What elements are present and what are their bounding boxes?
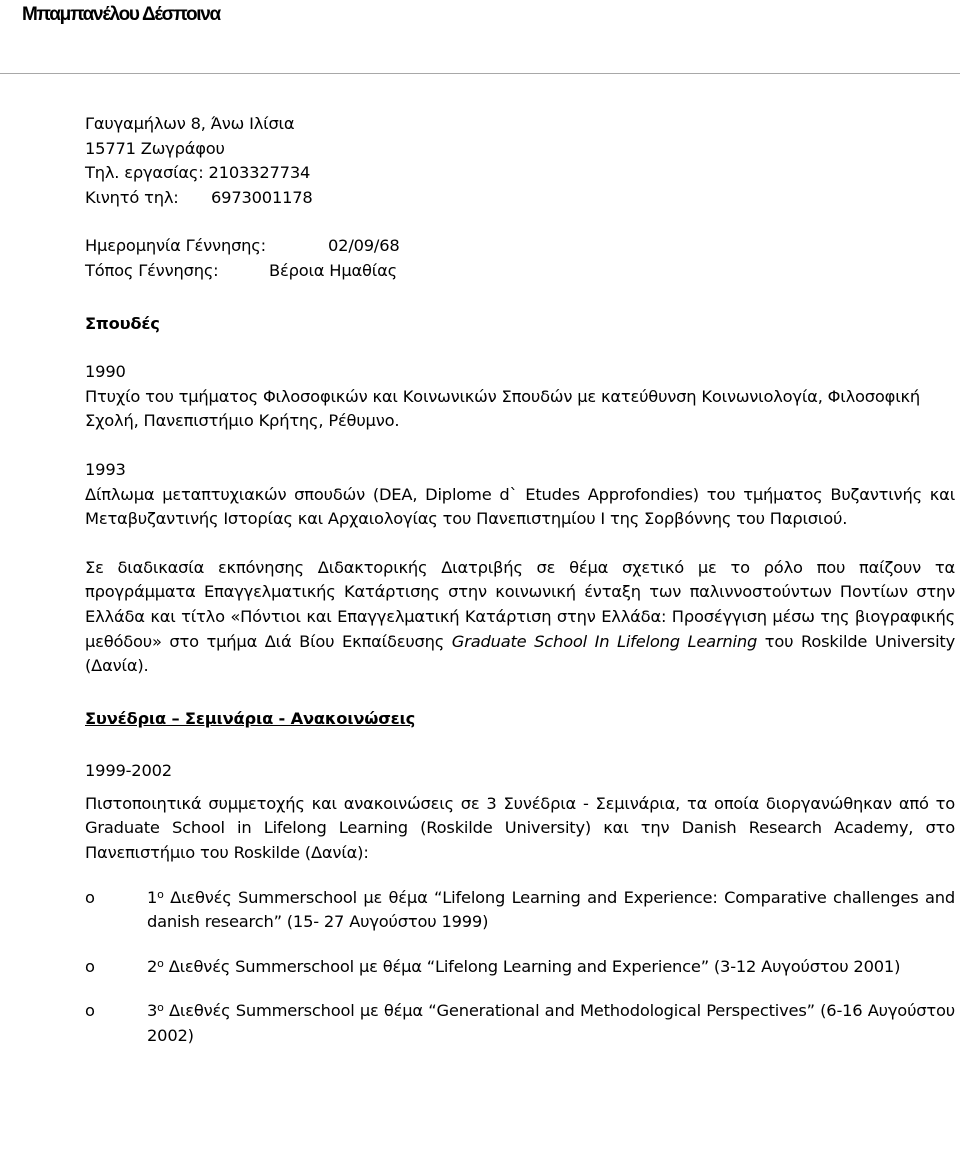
- study-text: Δίπλωμα μεταπτυχιακών σπουδών (DEA, Diplome d` Etudes Approfondies) του τμήματος Βυζαντινής και Μεταβυζαντινής Ιστορίας και Αρχαιολογίας του Πανεπιστημίου I της Σορβόννης του Παρισιού.: [85, 484, 955, 529]
- work-phone-label: Τηλ. εργασίας:: [85, 163, 204, 183]
- birth-place: Βέροια Ημαθίας: [269, 260, 397, 280]
- page-header: [0, 0, 960, 74]
- conference-list: [85, 886, 955, 1049]
- header-name: Μπαμπανέλου Δέσποινα: [22, 4, 220, 25]
- bullet-marker: o: [85, 956, 95, 976]
- item-ordinal: ο: [157, 1001, 164, 1015]
- bullet-marker: o: [85, 1001, 95, 1021]
- item-text: Διεθνές Summerschool με θέμα “Generational and Methodological Perspectives” (6-16 Αυγούστου 2002): [147, 1001, 955, 1046]
- item-number: 3: [147, 1001, 158, 1021]
- list-item: [85, 999, 955, 1048]
- address: Γαυγαμήλων 8, Άνω Ιλίσια: [85, 114, 295, 133]
- study-entry-1993: [85, 458, 955, 532]
- study-year: 1993: [85, 459, 126, 479]
- cv-content: [85, 112, 955, 1069]
- studies-heading: Σπουδές: [85, 313, 160, 333]
- birth-date-row: [85, 234, 955, 259]
- mobile: 6973001178: [211, 187, 313, 207]
- work-phone: 2103327734: [208, 163, 311, 183]
- item-number: 1: [147, 887, 158, 907]
- phd-paragraph: [85, 556, 955, 679]
- bullet-marker: o: [85, 887, 95, 907]
- header-divider: [0, 73, 960, 74]
- conferences-period: 1999-2002: [85, 761, 172, 781]
- work-phone-row: [85, 161, 955, 186]
- birth-block: [85, 234, 955, 283]
- mobile-row: [85, 186, 955, 211]
- birth-place-label: Τόπος Γέννησης:: [85, 260, 219, 280]
- study-text: Πτυχίο του τμήματος Φιλοσοφικών και Κοινωνικών Σπουδών με κατεύθυνση Κοινωνιολογία, Φιλοσοφική Σχολή, Πανεπιστήμιο Κρήτης, Ρέθυμνο.: [85, 386, 921, 431]
- study-year: 1990: [85, 362, 126, 382]
- phd-school: Graduate School In Lifelong Learning: [451, 631, 758, 651]
- list-item: [85, 955, 955, 980]
- birth-date: 02/09/68: [328, 236, 400, 256]
- item-ordinal: ο: [157, 887, 164, 901]
- conferences-intro: Πιστοποιητικά συμμετοχής και ανακοινώσεις σε 3 Συνέδρια - Σεμινάρια, τα οποία διοργανώθηκαν από το Graduate School in Lifelong Learning (Roskilde University) και την Danish Research Academy, στο Πανεπιστήμιο του Roskilde (Δανία):: [85, 793, 955, 863]
- birth-place-row: [85, 259, 955, 284]
- study-entry-1990: [85, 360, 955, 434]
- contact-block: [85, 112, 955, 210]
- list-item: [85, 886, 955, 935]
- phd-university: του Roskilde University (Δανία).: [85, 631, 956, 676]
- postal-code: 15771 Ζωγράφου: [85, 138, 225, 158]
- mobile-label: Κινητό τηλ:: [85, 187, 179, 207]
- item-text: Διεθνές Summerschool με θέμα “Lifelong Learning and Experience” (3-12 Αυγούστου 2001): [168, 956, 901, 976]
- birth-date-label: Ημερομηνία Γέννησης:: [85, 236, 266, 256]
- phd-text: Σε διαδικασία εκπόνησης Διδακτορικής Διατριβής σε θέμα σχετικό με το ρόλο που παίζουν τα προγράμματα Επαγγελματικής Κατάρτισης στην κοινωνική ένταξη των παλιννοστούντων Ποντίων στην Ελλάδα και τίτλο «Πόντιοι και Επαγγελματική Κατάρτιση στην Ελλάδα: Προσέγγιση μέσω της βιογραφικής μεθόδου» στο τμήμα Διά Βίου Εκπαίδευσης: [85, 557, 955, 651]
- conferences-heading: Συνέδρια – Σεμινάρια - Ανακοινώσεις: [85, 708, 416, 728]
- item-ordinal: ο: [157, 956, 164, 970]
- item-text: Διεθνές Summerschool με θέμα “Lifelong Learning and Experience: Comparative challenges and danish research” (15- 27 Αυγούστου 1999): [147, 887, 955, 932]
- item-number: 2: [147, 956, 158, 976]
